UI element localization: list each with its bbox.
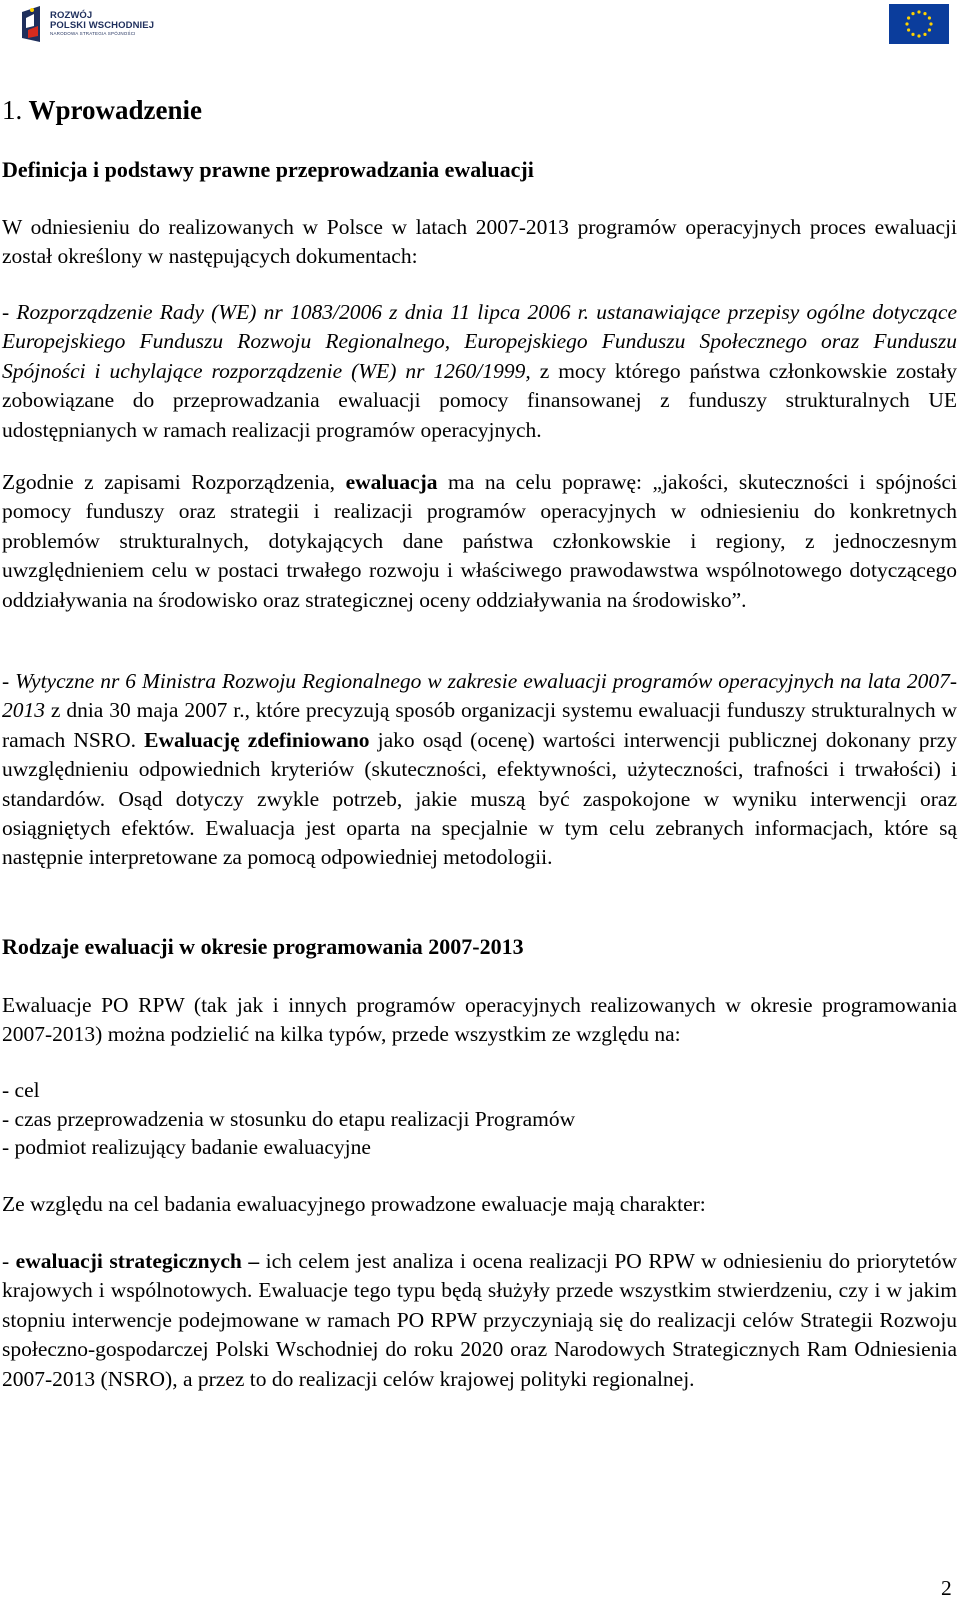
purpose-intro: Ze względu na cel badania ewaluacyjnego prowadzone ewaluacje mają charakter:: [2, 1192, 706, 1216]
logo-line-1: ROZWÓJ: [50, 10, 93, 22]
regulation-evaluation-lead: Zgodnie z zapisami Rozporządzenia,: [2, 470, 346, 494]
strategic-evaluation-paragraph: [2, 1247, 957, 1394]
eu-flag-icon: [889, 4, 949, 44]
intro-paragraph: W odniesieniu do realizowanych w Polsce w latach 2007-2013 programów operacyjnych proces ewaluacji został określony w następujących dokumentach:: [2, 215, 957, 269]
guidelines-paragraph: [2, 667, 957, 873]
chapter-title-text: Wprowadzenie: [28, 95, 203, 125]
strategic-prefix: -: [2, 1249, 16, 1273]
regulation-evaluation-paragraph: [2, 468, 957, 615]
logo-emblem-icon: [20, 4, 44, 44]
chapter-number: 1.: [2, 95, 23, 125]
evaluation-defined-term: Ewaluację zdefiniowano: [144, 727, 370, 752]
evaluation-term: ewaluacja: [345, 470, 438, 494]
guidelines-definition-text: jako osąd (ocenę) wartości interwencji publicznej dokonany przy uwzględnieniu odpowiednich kryteriów (skuteczności, efektywności, użyteczności, trafności i trwałości) i standardów. Osąd dotyczy zwykle potrzeb, jakie muszą być zaspokojone w wyniku interwencji oraz osiągniętych efektów. Ewaluacja jest oparta na specjalnie w tym celu zebranych informacjach, które są następnie interpretowane za pomocą odpowiedniej metodologii.: [2, 727, 957, 870]
section-heading-definition: Definicja i podstawy prawne przeprowadzania ewaluacji: [2, 157, 534, 182]
list-item: - czas przeprowadzenia w stosunku do etapu realizacji Programów: [2, 1107, 576, 1131]
logo-line-2: POLSKI WSCHODNIEJ: [50, 19, 155, 31]
section-heading-types: Rodzaje ewaluacji w okresie programowania 2007-2013: [2, 934, 524, 959]
regulation-text: z mocy którego państwa członkowskie zostały zobowiązane do przeprowadzania ewaluacji pomocy finansowanej z funduszy strukturalnych UE udostępnianych w ramach realizacji programów operacyjnych.: [2, 358, 957, 442]
regulation-evaluation-quote: ma na celu poprawę: „jakości, skuteczności i spójności pomocy funduszy oraz strategii i realizacji programów operacyjnych w odniesieniu do konkretnych problemów strukturalnych, dotykających dane państwa członkowskie i regiony, z jednoczesnym uwzględnieniem celu w postaci trwałego rozwoju i właściwego prawodawstwa wspólnotowego dotyczącego oddziaływania na środowisko oraz strategicznej oceny oddziaływania na środowisko”.: [2, 470, 957, 612]
strategic-term: ewaluacji strategicznych –: [15, 1249, 260, 1273]
guidelines-date-text: z dnia 30 maja 2007 r., które precyzują sposób organizacji systemu ewaluacji funduszy strukturalnych w ramach NSRO.: [2, 698, 957, 752]
strategic-description: ich celem jest analiza i ocena realizacji PO RPW w odniesieniu do priorytetów krajowych i wspólnotowych. Ewaluacje tego typu będą służyły przede wszystkim stwierdzeniu, czy i w jakim stopniu interwencje podejmowane w ramach PO RPW przyczyniają się do realizacji celów Strategii Rozwoju społeczno-gospodarczej Polski Wschodniej do roku 2020 oraz Narodowych Strategicznych Ram Odniesienia 2007-2013 (NSRO), a przez to do realizacji celów krajowej polityki regionalnej.: [2, 1249, 957, 1391]
guidelines-title: - Wytyczne nr 6 Ministra Rozwoju Regionalnego w zakresie ewaluacji programów operacyjnych na lata 2007-2013: [2, 669, 957, 723]
regulation-title: - Rozporządzenie Rady (WE) nr 1083/2006 z dnia 11 lipca 2006 r. ustanawiające przepisy ogólne dotyczące Europejskiego Funduszu Rozwoju Regionalnego, Europejskiego Funduszu Społecznego oraz Funduszu Spójności i uchylające rozporządzenie (WE) nr 1260/1999,: [2, 300, 957, 383]
types-intro-paragraph: Ewaluacje PO RPW (tak jak i innych programów operacyjnych realizowanych w okresie programowania 2007-2013) można podzielić na kilka typów, przede wszystkim ze względu na:: [2, 993, 957, 1047]
regulation-paragraph: [2, 298, 957, 445]
logo-line-3: NARODOWA STRATEGIA SPÓJNOŚCI: [50, 31, 136, 37]
chapter-title: [2, 95, 202, 126]
page-number: 2: [941, 1576, 952, 1600]
list-item: - cel: [2, 1078, 40, 1102]
list-item: - podmiot realizujący badanie ewaluacyjne: [2, 1135, 371, 1159]
rozwoj-polski-wschodniej-logo: [20, 2, 156, 46]
